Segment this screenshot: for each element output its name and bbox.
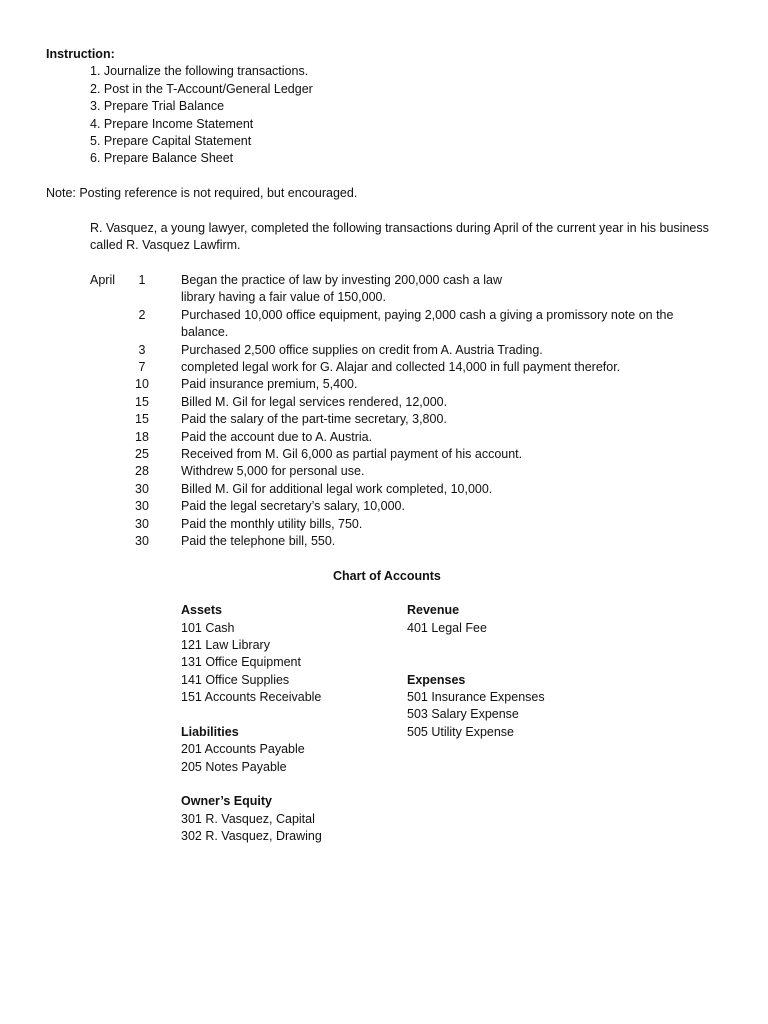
transaction-text: Received from M. Gil 6,000 as partial payment of his account. [181,447,523,461]
transaction-day: 30 [135,534,149,548]
transaction-day: 30 [135,482,149,496]
instruction-step: 2. Post in the T-Account/General Ledger [90,82,313,96]
account-item: 205 Notes Payable [181,760,287,774]
transaction-day: 15 [135,395,149,409]
transaction-text: library having a fair value of 150,000. [181,290,386,304]
account-item: 401 Legal Fee [407,621,487,635]
assets-heading: Assets [181,603,222,617]
transaction-text: Billed M. Gil for legal services rendered, 12,000. [181,395,448,409]
transaction-day: 28 [135,464,149,478]
transaction-text: Withdrew 5,000 for personal use. [181,464,365,478]
intro-line-2: called R. Vasquez Lawfirm. [90,238,241,252]
transaction-day: 3 [138,343,146,357]
transaction-day: 7 [138,360,146,374]
expenses-heading: Expenses [407,673,466,687]
account-item: 501 Insurance Expenses [407,690,545,704]
account-item: 301 R. Vasquez, Capital [181,812,315,826]
instruction-step: 4. Prepare Income Statement [90,117,254,131]
transaction-day: 2 [138,308,146,322]
transaction-text: Began the practice of law by investing 200,000 cash a law [181,273,503,287]
transaction-day: 10 [135,377,149,391]
account-item: 151 Accounts Receivable [181,690,322,704]
account-item: 505 Utility Expense [407,725,515,739]
transaction-text: Paid the legal secretary’s salary, 10,000. [181,499,405,513]
revenue-heading: Revenue [407,603,460,617]
transaction-text: Purchased 10,000 office equipment, paying 2,000 cash a giving a promissory note on the [181,308,674,322]
account-item: 141 Office Supplies [181,673,290,687]
transaction-text: completed legal work for G. Alajar and collected 14,000 in full payment therefor. [181,360,621,374]
transaction-day: 1 [138,273,146,287]
account-item: 302 R. Vasquez, Drawing [181,829,322,843]
instruction-step: 5. Prepare Capital Statement [90,134,252,148]
instruction-step: 6. Prepare Balance Sheet [90,151,234,165]
equity-heading: Owner’s Equity [181,794,272,808]
month-label: April [90,273,116,287]
transaction-text: Paid the monthly utility bills, 750. [181,517,363,531]
transaction-day: 18 [135,430,149,444]
instruction-step: 3. Prepare Trial Balance [90,99,225,113]
transaction-text: Paid insurance premium, 5,400. [181,377,358,391]
transaction-day: 15 [135,412,149,426]
transaction-text: balance. [181,325,229,339]
liabilities-heading: Liabilities [181,725,239,739]
transaction-day: 25 [135,447,149,461]
transaction-day: 30 [135,517,149,531]
account-item: 131 Office Equipment [181,655,301,669]
account-item: 101 Cash [181,621,235,635]
transaction-text: Paid the salary of the part-time secretary, 3,800. [181,412,447,426]
intro-line-1: R. Vasquez, a young lawyer, completed the following transactions during April of the current year in his business [90,221,709,235]
transaction-text: Purchased 2,500 office supplies on credit from A. Austria Trading. [181,343,543,357]
account-item: 121 Law Library [181,638,270,652]
account-item: 503 Salary Expense [407,707,519,721]
transaction-day: 30 [135,499,149,513]
transaction-text: Paid the account due to A. Austria. [181,430,373,444]
note-text: Note: Posting reference is not required, but encouraged. [46,186,358,200]
transaction-text: Billed M. Gil for additional legal work completed, 10,000. [181,482,493,496]
account-item: 201 Accounts Payable [181,742,305,756]
chart-of-accounts-title: Chart of Accounts [333,569,441,583]
instruction-step: 1. Journalize the following transactions. [90,64,309,78]
transaction-text: Paid the telephone bill, 550. [181,534,336,548]
instruction-heading: Instruction: [46,47,115,61]
